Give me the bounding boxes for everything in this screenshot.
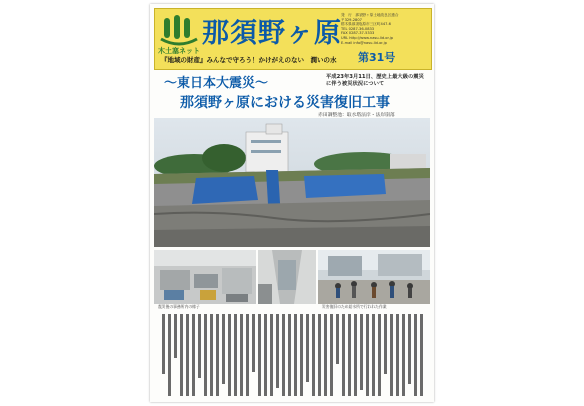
photo-corridor [258,250,316,304]
photo-caption-office: 震災後の事務所内の様子 [158,304,200,309]
vertical-text-columns [158,312,428,398]
publisher-line: TEL 0287-36-0833 [341,26,375,31]
photo-office-interior [154,250,256,304]
photo-relief-site [318,250,430,304]
article-body-columns [158,312,428,398]
article-heading: ～東日本大震災～ [164,76,269,91]
publisher-line: URL http://www.nasu-lid.or.jp [341,35,394,40]
article-headline: 那須野ヶ原における災害復旧工事 [180,95,390,111]
sprout-hands-icon [159,15,199,47]
issue-number: 第31号 [358,51,396,64]
publisher-line: 栃木県那須塩原市三区町447-6 [341,22,391,27]
photo-caption-site: 災害復旧のため給水所で行われた作業 [322,304,387,309]
slogan: 『地域の財産』みんなで守ろう！かけがえのない 潤いの水 [161,56,337,64]
publisher-line: 発 行 那須野ヶ原土地改良区連合 [341,13,399,17]
publisher-info [341,13,429,45]
logo-text: 木土塞ネット [158,47,200,55]
newsletter-page [150,4,434,402]
masthead [154,8,432,70]
publisher-line: FAX 0287-37-5333 [341,31,375,36]
article-subheading: 平成23年3月11日、歴史上最大級の震災に伴う被災状況について [326,74,424,87]
publisher-line: E-mail info@nasu-lid.or.jp [341,40,387,45]
photo-credit: 赤田調整池：取水塔法岸・法岸崩落 [318,113,395,118]
main-photo-damaged-embankment [154,118,430,247]
publisher-line: 〒329-2807 [341,17,362,22]
newsletter-title: 那須野ヶ原 [202,18,342,49]
